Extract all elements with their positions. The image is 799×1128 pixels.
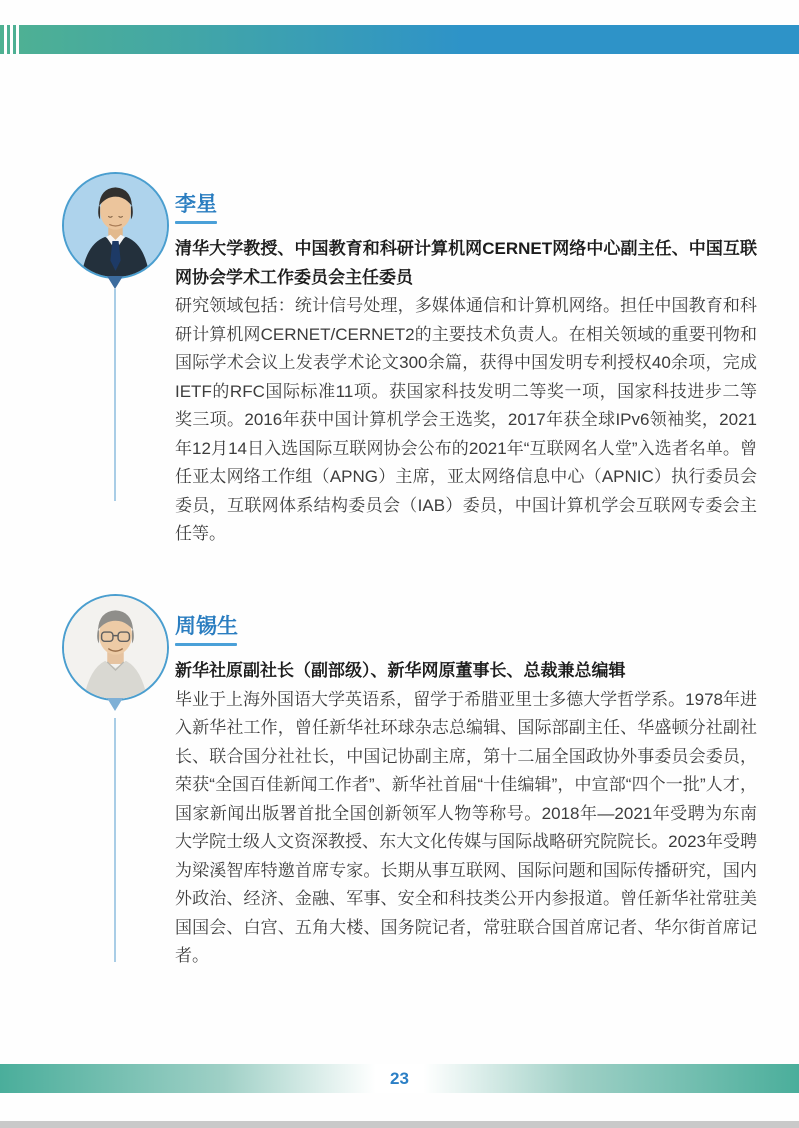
top-bar-stripe <box>16 25 19 54</box>
top-decorative-bar <box>0 25 799 54</box>
speaker-name: 周锡生 <box>175 615 238 638</box>
speaker-photo <box>62 172 169 279</box>
photo-bubble-tail <box>107 276 123 289</box>
portrait-man-dark-suit-icon <box>64 174 167 277</box>
speaker-bio-text: 研究领域包括：统计信号处理，多媒体通信和计算机网络。担任中国教育和科研计算机网CERNET/CERNET2的主要技术负责人。在相关领域的重要刊物和国际学术会议上发表学术论文300余篇，获得中国发明专利授权40余项，完成IETF的RFC国际标准11项。获国家科技发明二等奖一项，国家科技进步二等奖三项。2016年获中国计算机学会王选奖，2017年获全球IPv6领袖奖，2021年12月14日入选国际互联网协会公布的2021年“互联网名人堂”入选者名单。曾任亚太网络工作组（APNG）主席，亚太网络信息中心（APNIC）执行委员会委员，互联网体系结构委员会（IAB）委员，中国计算机学会互联网专委会主任等。 <box>175 296 757 543</box>
portrait-man-glasses-icon <box>64 596 167 699</box>
timeline-line <box>114 289 116 501</box>
timeline-line <box>114 718 116 962</box>
speaker-photo <box>62 594 169 701</box>
page-bottom-edge <box>0 1121 799 1128</box>
page-number: 23 <box>390 1068 409 1088</box>
speaker-bio-section <box>0 594 799 994</box>
footer-decorative-bar <box>0 1064 799 1093</box>
name-underline <box>175 643 237 646</box>
name-underline <box>175 221 217 224</box>
speaker-title: 清华大学教授、中国教育和科研计算机网CERNET网络中心副主任、中国互联网协会学术工作委员会主任委员 <box>175 239 757 287</box>
speaker-title: 新华社原副社长（副部级）、新华网原董事长、总裁兼总编辑 <box>175 661 626 680</box>
speaker-name: 李星 <box>175 193 217 216</box>
speaker-content <box>175 615 757 971</box>
top-bar-stripe <box>10 25 13 54</box>
speaker-content <box>175 193 757 549</box>
speaker-bio-section <box>0 172 799 552</box>
top-bar-stripe <box>4 25 7 54</box>
speaker-bio-text: 毕业于上海外国语大学英语系，留学于希腊亚里士多德大学哲学系。1978年进入新华社工作，曾任新华社环球杂志总编辑、国际部副主任、华盛顿分社副社长、联合国分社社长，中国记协副主席，第十二届全国政协外事委员会委员，荣获“全国百佳新闻工作者”、新华社首届“十佳编辑”，中宣部“四个一批”人才，国家新闻出版署首批全国创新领军人物等称号。2018年—2021年受聘为东南大学院士级人文资深教授、东大文化传媒与国际战略研究院院长。2023年受聘为梁溪智库特邀首席专家。长期从事互联网、国际问题和国际传播研究，国内外政治、经济、金融、军事、安全和科技类公开内参报道。曾任新华社常驻美国国会、白宫、五角大楼、国务院记者，常驻联合国首席记者、华尔街首席记者。 <box>175 689 757 965</box>
photo-bubble-tail <box>107 698 123 711</box>
